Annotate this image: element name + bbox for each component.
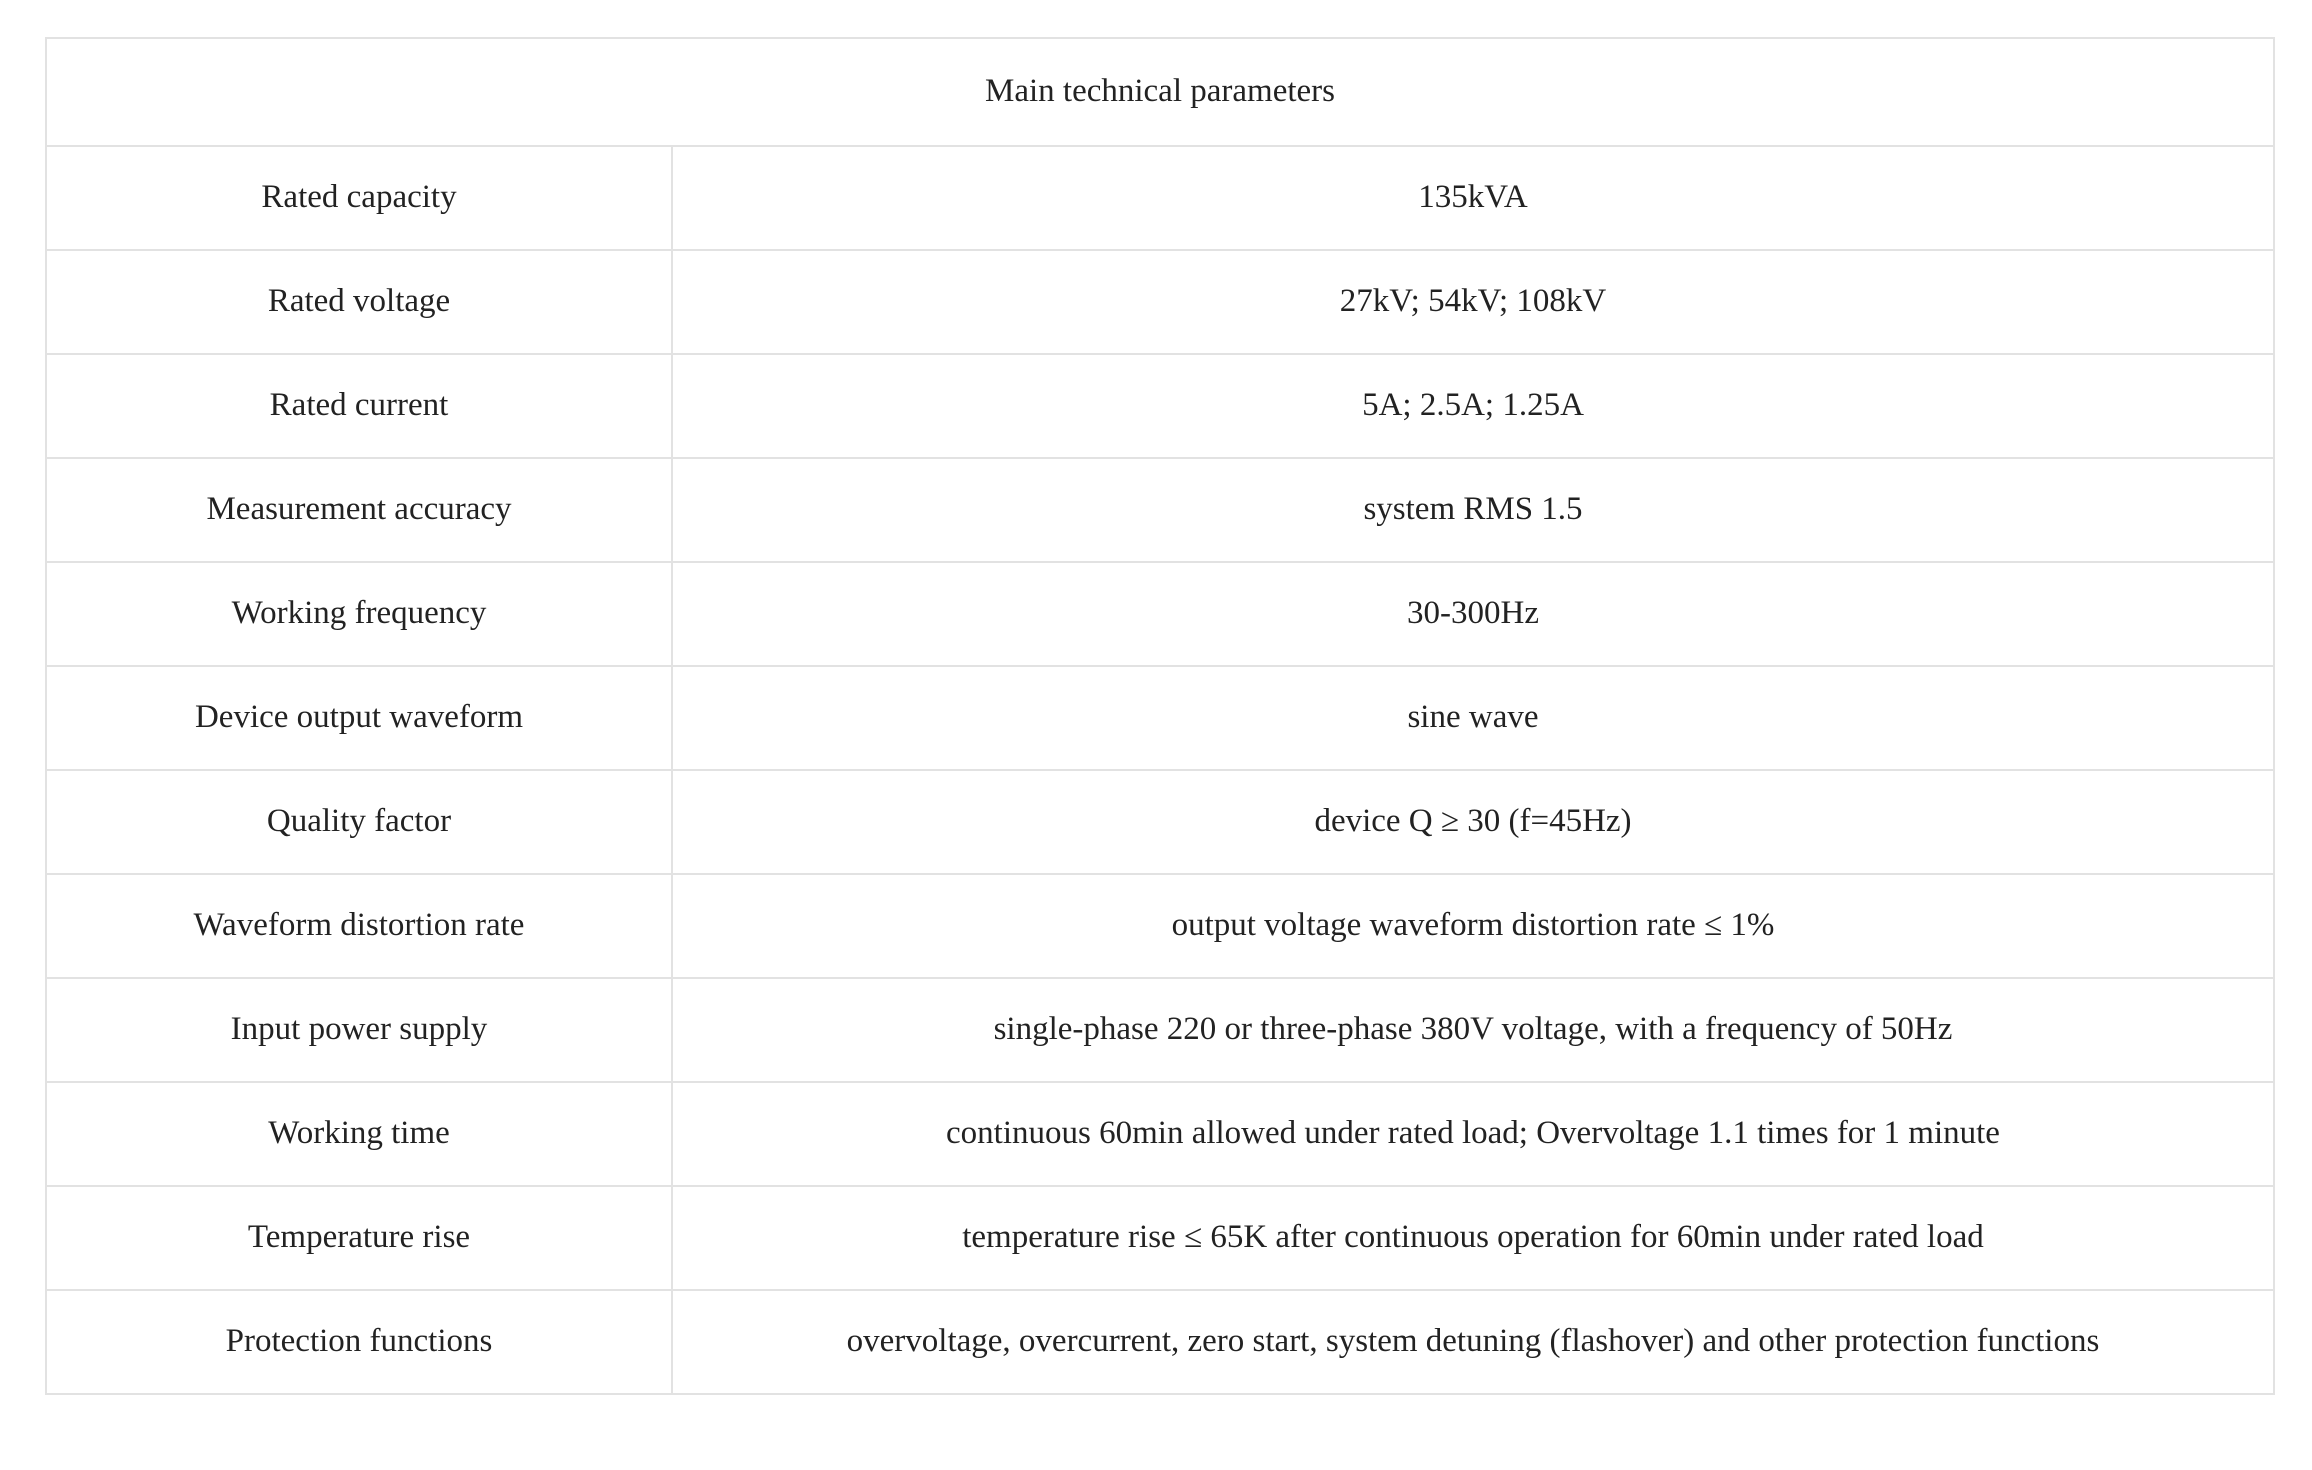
parameter-value: 5A; 2.5A; 1.25A	[672, 354, 2274, 458]
table-title: Main technical parameters	[46, 38, 2274, 146]
table-row	[46, 562, 2274, 666]
parameter-label: Input power supply	[46, 978, 672, 1082]
parameter-value: 135kVA	[672, 146, 2274, 250]
parameter-label: Rated capacity	[46, 146, 672, 250]
parameter-value: device Q ≥ 30 (f=45Hz)	[672, 770, 2274, 874]
parameter-value: overvoltage, overcurrent, zero start, system detuning (flashover) and other protection functions	[672, 1290, 2274, 1394]
table-row	[46, 874, 2274, 978]
parameter-value: temperature rise ≤ 65K after continuous operation for 60min under rated load	[672, 1186, 2274, 1290]
parameter-value: 27kV; 54kV; 108kV	[672, 250, 2274, 354]
parameter-label: Device output waveform	[46, 666, 672, 770]
parameter-label: Temperature rise	[46, 1186, 672, 1290]
parameters-table	[45, 37, 2275, 1395]
table-row	[46, 146, 2274, 250]
parameter-label: Rated voltage	[46, 250, 672, 354]
parameter-label: Working time	[46, 1082, 672, 1186]
parameter-label: Working frequency	[46, 562, 672, 666]
parameter-label: Rated current	[46, 354, 672, 458]
parameter-value: 30-300Hz	[672, 562, 2274, 666]
table-row	[46, 1082, 2274, 1186]
parameter-value: sine wave	[672, 666, 2274, 770]
parameters-table-container	[45, 37, 2273, 1395]
table-row	[46, 354, 2274, 458]
table-row	[46, 978, 2274, 1082]
parameter-label: Quality factor	[46, 770, 672, 874]
parameter-label: Waveform distortion rate	[46, 874, 672, 978]
parameter-value: output voltage waveform distortion rate ≤ 1%	[672, 874, 2274, 978]
parameter-value: single-phase 220 or three-phase 380V voltage, with a frequency of 50Hz	[672, 978, 2274, 1082]
parameter-label: Protection functions	[46, 1290, 672, 1394]
table-title-row	[46, 38, 2274, 146]
table-row	[46, 770, 2274, 874]
parameter-value: continuous 60min allowed under rated load; Overvoltage 1.1 times for 1 minute	[672, 1082, 2274, 1186]
parameter-value: system RMS 1.5	[672, 458, 2274, 562]
parameter-label: Measurement accuracy	[46, 458, 672, 562]
table-row	[46, 666, 2274, 770]
table-row	[46, 458, 2274, 562]
table-row	[46, 1290, 2274, 1394]
table-row	[46, 1186, 2274, 1290]
table-row	[46, 250, 2274, 354]
